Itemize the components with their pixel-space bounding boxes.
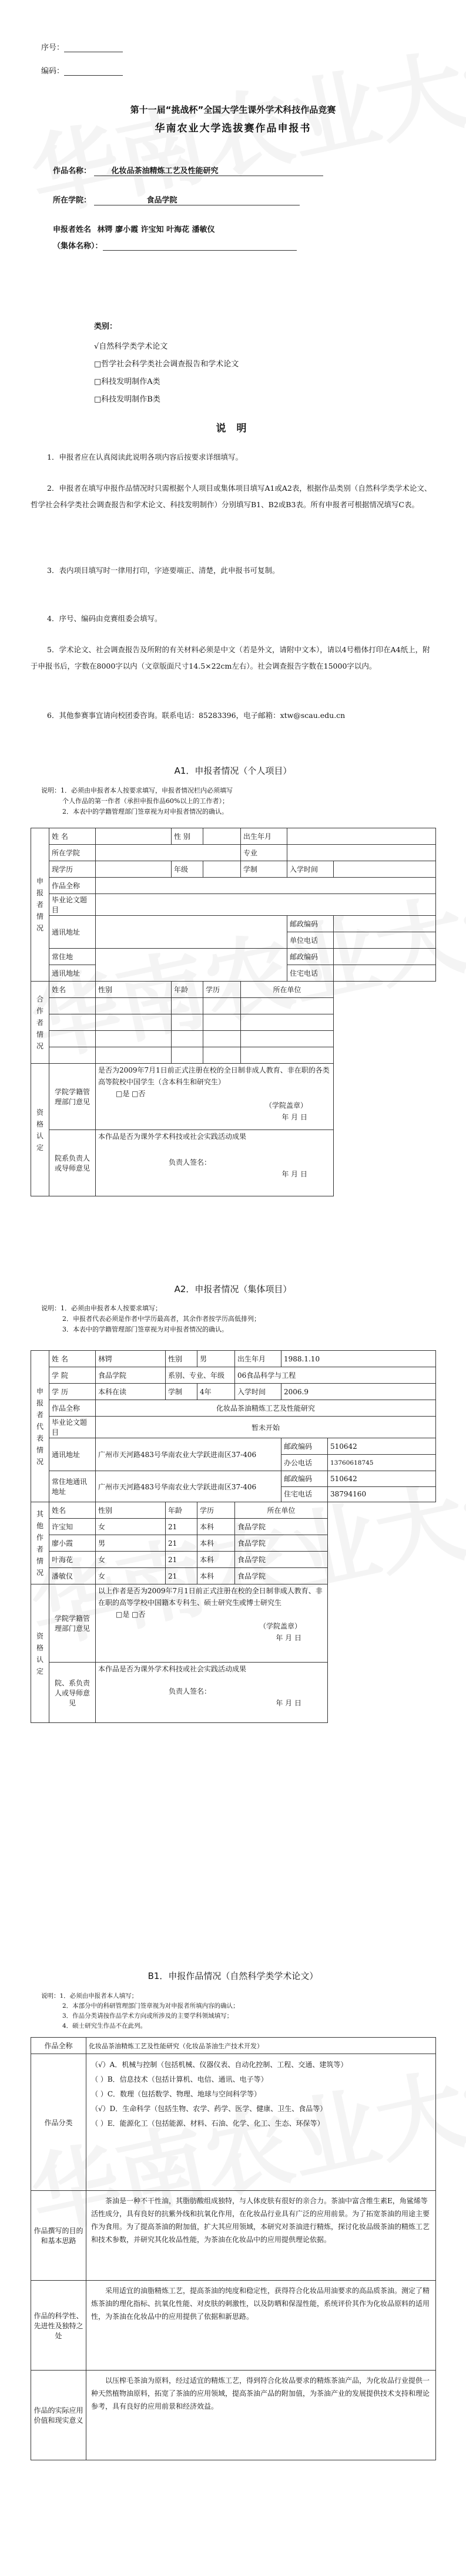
a2-name[interactable]: 林锷: [96, 1351, 166, 1367]
a1-gender-cell[interactable]: [203, 828, 241, 845]
b1-table: 作品全称 化妆品茶油精炼工艺及性能研究（化妆品茶油生产技术开发） 作品分类 （√）A．机械与控制（包括机械、仪器仪表、自动化控制、工程、交通、建筑等） （ ）B．信息技术（包括计算机、电信、通讯、电子等） （ ）C．数理（包括数学、物理、地球与空间科学等） （√）D．生命科学（包括生物、农学、药学、医学、健康、卫生、食品等） （ ）E．能源化工（包括能源、材料、石油、化学、化工、生态、环保等） 作品撰写的目的和基本思路 茶油是一种不干性油，其脂肪酸组成独特，与人体皮肤有很好的亲合力。茶油中富含维生素E，角鲨烯等活性成分，具有良好的抗紫外线和抗氧化作用，在化妆品行业具有广泛的应用前景。为了拓宽茶油的用途主要作为食用。为了提高茶油的附加值，扩大其应用领域，本研究对茶油进行精炼，探讨化妆品级茶油的精炼工艺和技术参数，并研究其化妆品性能，为茶油在化妆品中的应用提供理论依据。 作品的科学性、先进性及独特之处 采用适宜的油脂精炼工艺，提高茶油的纯度和稳定性，获得符合化妆品用油要求的高品质茶油。测定了精炼茶油的理化指标、抗氧化性能、对皮肤的刺激性，以及防晒和保湿性能，系统评价其作为化妆品原料的适用性，为茶油在化妆品中的应用提供了依据和新思路。 作品的实际应用价值和现实意义 以压榨毛茶油为原料，经过适宜的精炼工艺，得到符合化妆品要求的精炼茶油产品，为化妆品行业提供一种天然植物油原料，拓宽了茶油的应用领域，提高茶油产品的附加值，为茶油产业的发展提供技术支持和理论参考，具有良好的应用前景和经济效益。: [31, 2037, 436, 2460]
a1-thesis-cell[interactable]: [96, 894, 436, 916]
applicants-label2: （集体名称）：: [53, 242, 103, 251]
checkbox-icon: □: [94, 395, 102, 404]
a2-full[interactable]: 化妆品茶油精炼工艺及性能研究: [96, 1400, 436, 1417]
a2-side-others: 其他作者情况: [31, 1502, 49, 1584]
a1-cert-yes-no[interactable]: □是 □否: [116, 1090, 146, 1098]
a2-phone2[interactable]: 38794160: [330, 1489, 367, 1498]
a1-contact-cell[interactable]: [96, 916, 287, 949]
category-option[interactable]: □科技发明制作A类: [94, 377, 160, 386]
a2-home[interactable]: 广州市天河路483号华南农业大学跃进南区37-406: [96, 1471, 281, 1502]
a1-side-coop: 合作者情况: [31, 982, 49, 1064]
a1-side-applicant: 申报者情况: [31, 828, 49, 982]
b1-class-option[interactable]: （ ）B．信息技术（包括计算机、电信、通讯、电子等）: [91, 2075, 268, 2083]
b1-effect[interactable]: 以压榨毛茶油为原料，经过适宜的精炼工艺，得到符合化妆品要求的精炼茶油产品，为化妆品行业提供一种天然植物油原料，拓宽了茶油的应用领域，提高茶油产品的附加值，为茶油产业的发展提供技术支持和理论参考，具有良好的应用前景和经济效益。: [86, 2371, 436, 2460]
a1-full-cell[interactable]: [96, 878, 436, 894]
instruction-para: 2．申报者在填写申报作品情况时只需根据个人项目或集体项目填写A1或A2表，根据作品类别（自然科学类学术论文、哲学社会科学类社会调查报告和学术论文、科技发明制作）分别填写B1、B2或B3表。所有申报者可根据情况填写C表。: [31, 484, 432, 509]
b1-class-option[interactable]: （√）D．生命科学（包括生物、农学、药学、医学、健康、卫生、食品等）: [91, 2105, 327, 2113]
checkbox-icon: √: [94, 342, 99, 351]
a2-side-cert: 资格认定: [31, 1584, 49, 1723]
serial-label: 序号：: [41, 43, 65, 52]
category-list: [94, 338, 239, 409]
a1-enroll-cell[interactable]: [334, 861, 436, 878]
instructions-title: 说 明: [216, 423, 250, 434]
a2-side-rep: 申报者代表情况: [31, 1351, 49, 1502]
a1-postcode-cell[interactable]: [334, 916, 436, 932]
a2-study[interactable]: 4年: [197, 1384, 235, 1400]
b1-title: B1．申报作品情况（自然科学类学术论文）: [147, 1971, 319, 1981]
a1-year-cell[interactable]: [203, 861, 241, 878]
table-row: 潘敏仪 女 21 本科 食品学院: [31, 1568, 436, 1584]
b1-class-option[interactable]: （√）A．机械与控制（包括机械、仪器仪表、自动化控制、工程、交通、建筑等）: [91, 2061, 348, 2069]
a1-home-cell[interactable]: [96, 949, 287, 982]
b1-class-option[interactable]: （ ）E．能源化工（包括能源、材料、石油、化学、化工、生态、环保等）: [91, 2119, 324, 2127]
serial-field: [41, 41, 123, 52]
table-row: 廖小霞 男 21 本科 食品学院: [31, 1535, 436, 1552]
instruction-para: 5．学术论文、社会调查报告及所附的有关材料必须是中文（若是外文，请附中文本），请以4号楷体打印在A4纸上，附于申报书后，字数在8000字以内（文章版面尺寸14.5×22cm左右）。社会调查报告字数在15000字以内。: [31, 645, 430, 670]
a2-thesis[interactable]: 暂未开始: [96, 1417, 436, 1438]
school-value: 食品学院: [94, 194, 300, 205]
a2-cert-yes-no[interactable]: □是 □否: [116, 1610, 146, 1619]
a2-enroll[interactable]: 2006.9: [281, 1384, 436, 1400]
b1-full-value[interactable]: 化妆品茶油精炼工艺及性能研究（化妆品茶油生产技术开发）: [86, 2038, 436, 2054]
code-label: 编码：: [41, 67, 65, 76]
a1-postcode2-cell[interactable]: [334, 949, 436, 965]
a1-birth-cell[interactable]: [287, 828, 436, 845]
b1-purpose[interactable]: 茶油是一种不干性油，其脂肪酸组成独特，与人体皮肤有很好的亲合力。茶油中富含维生素E，角鲨烯等活性成分，具有良好的抗紫外线和抗氧化作用，在化妆品行业具有广泛的应用前景。为了拓宽茶油的用途主要作为食用。为了提高茶油的附加值，扩大其应用领域，本研究对茶油进行精炼，探讨化妆品级茶油的精炼工艺和技术参数，并研究其化妆品性能，为茶油在化妆品中的应用提供理论依据。: [86, 2191, 436, 2281]
applicants-row2: [53, 240, 297, 251]
a1-unit-phone-cell[interactable]: [334, 932, 436, 949]
a2-birth[interactable]: 1988.1.10: [281, 1351, 436, 1367]
school-row: [53, 194, 300, 205]
page-title-line1: 第十一届“挑战杯”全国大学生课外学术科技作品竞赛: [130, 104, 336, 115]
instruction-para: 4．序号、编码由竞赛组委会填写。: [47, 614, 162, 623]
b1-science[interactable]: 采用适宜的油脂精炼工艺，提高茶油的纯度和稳定性，获得符合化妆品用油要求的高品质茶油。测定了精炼茶油的理化指标、抗氧化性能、对皮肤的刺激性，以及防晒和保湿性能，系统评价其作为化妆品原料的适用性，为茶油在化妆品中的应用提供了依据和新思路。: [86, 2281, 436, 2371]
b1-notes: 说明：1．必须由申报者本人填写； 2．本部分中的科研管理部门签章视为对申报者所填内容的确认； 3．作品分类请按作品学术方向或所涉及的主要学科领域填写； 4．硕士研究生作品不在此列。: [41, 1992, 239, 2029]
table-row: 许宝知 女 21 本科 食品学院: [31, 1519, 436, 1535]
work-name-value: 化妆品茶油精炼工艺及性能研究: [94, 164, 323, 176]
category-heading: 类别：: [94, 322, 118, 331]
instruction-para: 3．表内项目填写时一律用打印，字迹要端正、清楚，此申报书可复制。: [47, 566, 280, 575]
instruction-para: 1．申报者应在认真阅读此说明各项内容后按要求详细填写。: [47, 453, 243, 461]
b1-class-option[interactable]: （ ）C．数理（包括数学、物理、地球与空间科学等）: [91, 2090, 261, 2098]
code-field: [41, 65, 123, 76]
a1-school-cell[interactable]: [96, 845, 241, 861]
a1-major-cell[interactable]: [287, 845, 436, 861]
a2-school[interactable]: 食品学院: [96, 1367, 166, 1384]
a2-title: A2．申报者情况（集体项目）: [174, 1284, 292, 1294]
applicants-row: [53, 223, 215, 234]
a1-side-cert: 资格认定: [31, 1064, 49, 1196]
category-option[interactable]: □科技发明制作B类: [94, 395, 160, 404]
a1-edu-cell[interactable]: [96, 861, 172, 878]
category-option[interactable]: □哲学社会科学类社会调查报告和学术论文: [94, 360, 239, 369]
a2-table: 申报者代表情况 姓 名 林锷 性别 男 出生年月 1988.1.10 学 院 食品学院 系别、专业、年级 06食品科学与工程 学 历 本科在读 学制 4年 入学时间 2006.9 作品全称 化妆品茶油精炼工艺及性能研究 毕业论文题目 暂未开始 通讯地址 广州市天河路483号华南农业大学跃进南区37-406 邮政编码 510642 办公电话 13760618745 常住地通讯地址 广州市天河路483号华南农业大学跃进南区37-406 邮政编码 住宅电话 510642 38794160 其他作者情况 姓名 性别 年龄 学历 所在单位 许宝知 女 21 本科 食品学院 廖小霞 男 21 本科 食品学院 叶海花 女 21 本科 食品学院 潘敏仪 女 21 本科 食品学院 资格认定 学院学籍管理部门意见 以上作者是否为2009年7月1日前正式注册在校的全日制非成人教育、非在职的高等学校中国籍本专科生、硕士研究生或博士研究生 □是 □否 （学院盖章） 年 月 日 院、系负责人或导师意见 本作品是否为课外学术科技或社会实践活动成果 负责人签名： 年 月 日: [31, 1350, 436, 1723]
checkbox-icon: □: [94, 360, 102, 369]
a1-notes: 说明：1．必须由申报者本人按要求填写，申报者情况栏内必须填写 个人作品的第一作者（承担申报作品60%以上的工作者）； 2．本表中的学籍管理部门签章视为对申报者情况的确认。: [41, 787, 233, 815]
a2-addr[interactable]: 广州市天河路483号华南农业大学跃进南区37-406: [96, 1438, 281, 1471]
a2-notes: 说明：1．必须由申报者本人按要求填写； 2．申报者代表必须是作者中学历最高者，其余作者按学历高低排列； 3．本表中的学籍管理部门签章视为对申报者情况的确认。: [41, 1304, 260, 1333]
work-name-row: [53, 164, 323, 176]
applicants-value: 林锷 廖小霞 许宝知 叶海花 潘敏仪: [97, 225, 215, 234]
a2-post[interactable]: 510642: [328, 1438, 436, 1455]
work-name-label: 作品名称：: [53, 167, 92, 176]
a1-table: 申报者情况 姓 名 性 别 出生年月 所在学院 专业 现学历 年级 学制 入学时间 作品全称 毕业论文题目 通讯地址 邮政编码 单位电话 常住地 邮政编码 通讯地址 住宅电话 合作者情况 姓名 性别 年龄 学历 所在单位 资格认定 学院学籍管理部门意见 是否为2009年7月1日前正式注册在校的全日制非成人教育、非在职的各类高等院校中国学生（含本科生和研究生） □是 □否 （学院盖章） 年 月 日 院系负责人或导师意见 本作品是否为课外学术科技或社会实践活动成果 负责人签名： 年 月 日: [31, 828, 436, 1196]
instruction-para: 6．其他参赛事宜请向校团委咨询。联系电话：85283396，电子邮箱：xtw@scau.edu.cn: [47, 711, 346, 720]
a1-name-cell[interactable]: [96, 828, 172, 845]
a2-phone[interactable]: 13760618745: [328, 1455, 436, 1471]
table-row: 叶海花 女 21 本科 食品学院: [31, 1552, 436, 1568]
a2-post2[interactable]: 510642: [328, 1472, 435, 1487]
applicants-label: 申报者姓名: [53, 225, 92, 234]
page-title-line2: 华南农业大学选拔赛作品申报书: [155, 123, 311, 134]
a2-dept[interactable]: 06食品科学与工程: [235, 1367, 436, 1384]
a1-home-phone-cell[interactable]: [334, 965, 436, 982]
school-label: 所在学院：: [53, 196, 92, 205]
a2-gender[interactable]: 男: [197, 1351, 235, 1367]
checkbox-icon: □: [94, 377, 102, 386]
a2-edu[interactable]: 本科在读: [96, 1384, 166, 1400]
a1-title: A1．申报者情况（个人项目）: [174, 766, 292, 776]
category-option[interactable]: √自然科学类学术论文: [94, 342, 168, 351]
